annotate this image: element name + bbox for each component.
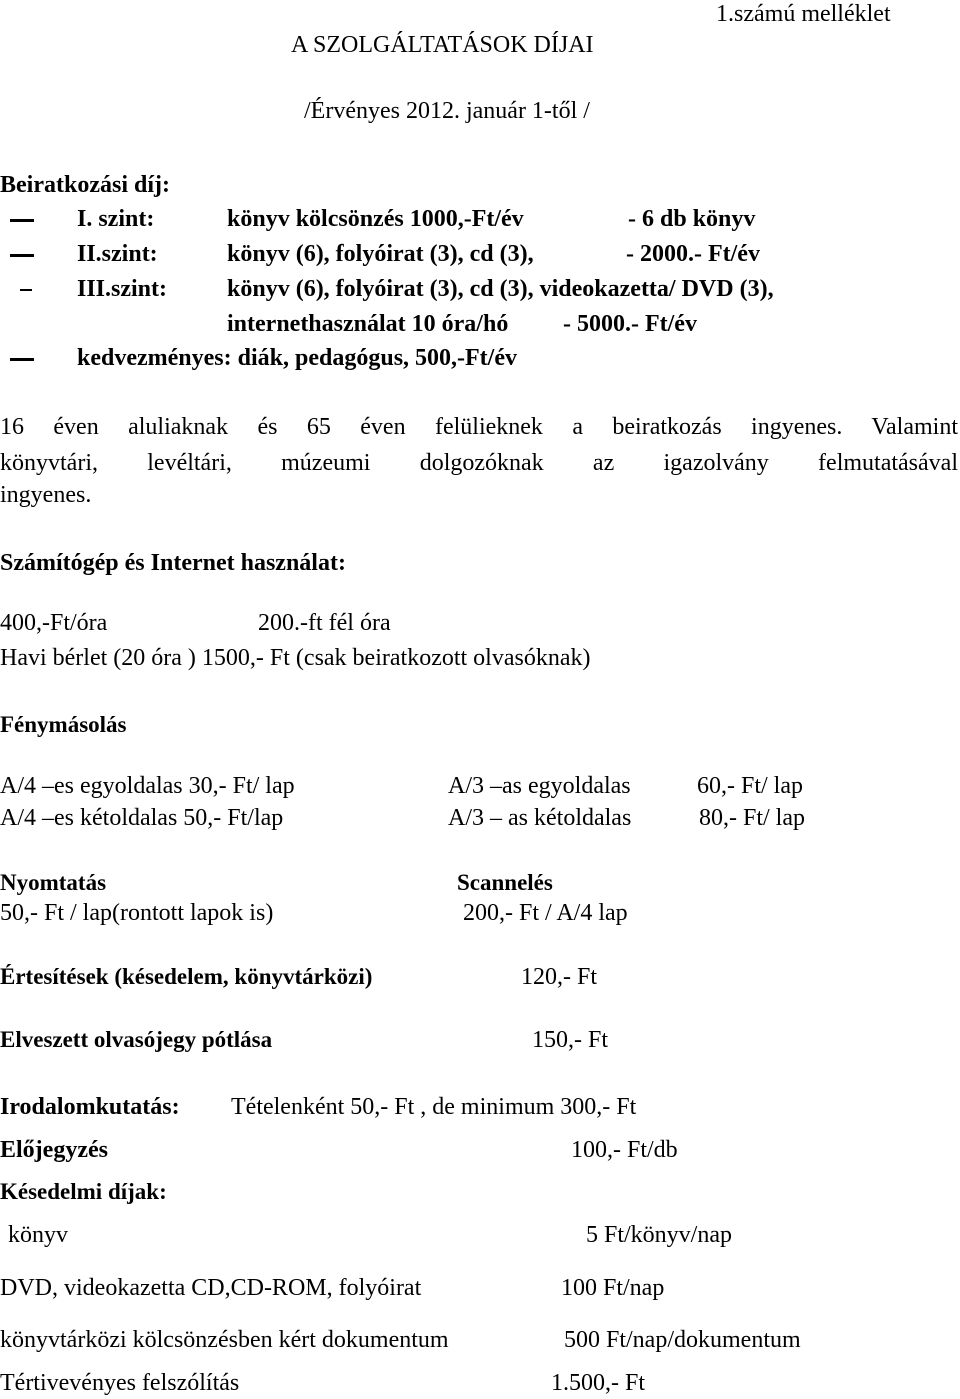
enrollment-extra-1: - 6 db könyv	[628, 206, 756, 232]
notices-price: 120,- Ft	[521, 964, 598, 990]
list-dash-icon	[10, 254, 34, 257]
enrollment-level-2: II.szint:	[77, 241, 158, 267]
late-fees-heading: Késedelmi díjak:	[0, 1179, 167, 1204]
computer-hourly-price: 400,-Ft/óra	[0, 610, 108, 636]
enrollment-note-line: könyvtári, levéltári, múzeumi dolgozóknak az igazolvány felmutatásával	[0, 450, 958, 476]
annex-label: 1.számú melléklet	[716, 1, 891, 27]
copying-a4-price: A/4 –es kétoldalas 50,- Ft/lap	[0, 805, 284, 831]
printing-heading: Nyomtatás	[0, 870, 107, 895]
page-title: A SZOLGÁLTATÁSOK DÍJAI	[291, 32, 594, 58]
late-fee-item: könyv	[8, 1222, 68, 1248]
enrollment-extra-3: - 5000.- Ft/év	[563, 311, 697, 337]
enrollment-discount: kedvezményes: diák, pedagógus, 500,-Ft/év	[77, 345, 517, 371]
notices-label: Értesítések (késedelem, könyvtárközi)	[0, 964, 373, 989]
copying-a4-price: A/4 –es egyoldalas 30,- Ft/ lap	[0, 773, 295, 799]
copying-a3-price: 60,- Ft/ lap	[697, 773, 803, 799]
enrollment-text-2: könyv (6), folyóirat (3), cd (3),	[227, 241, 534, 267]
enrollment-level-3: III.szint:	[77, 276, 168, 302]
late-fee-item: könyvtárközi kölcsönzésben kért dokumentum	[0, 1327, 449, 1353]
enrollment-text-3b: internethasználat 10 óra/hó	[227, 311, 509, 337]
enrollment-text-3: könyv (6), folyóirat (3), cd (3), videokazetta/ DVD (3),	[227, 276, 774, 302]
reservation-price: 100,- Ft/db	[571, 1137, 678, 1163]
research-price: Tételenként 50,- Ft , de minimum 300,- Ft	[231, 1094, 637, 1120]
enrollment-level-1: I. szint:	[77, 206, 155, 232]
copying-heading: Fénymásolás	[0, 712, 127, 737]
list-dash-icon	[10, 219, 34, 222]
printing-price: 50,- Ft / lap(rontott lapok is)	[0, 900, 274, 926]
scanning-heading: Scannelés	[457, 870, 553, 895]
enrollment-text-1: könyv kölcsönzés 1000,-Ft/év	[227, 206, 524, 232]
late-fee-price: 500 Ft/nap/dokumentum	[564, 1327, 801, 1353]
research-label: Irodalomkutatás:	[0, 1094, 180, 1120]
list-dash-icon	[20, 289, 32, 291]
scanning-price: 200,- Ft / A/4 lap	[463, 900, 628, 926]
enrollment-heading: Beiratkozási díj:	[0, 172, 170, 198]
late-fee-item: Tértivevényes felszólítás	[0, 1370, 240, 1396]
computer-monthly-pass: Havi bérlet (20 óra ) 1500,- Ft (csak beiratkozott olvasóknak)	[0, 645, 591, 671]
computer-half-hour-price: 200.-ft fél óra	[258, 610, 391, 636]
late-fee-item: DVD, videokazetta CD,CD-ROM, folyóirat	[0, 1275, 422, 1301]
late-fee-price: 5 Ft/könyv/nap	[586, 1222, 733, 1248]
late-fee-price: 1.500,- Ft	[551, 1370, 646, 1396]
lost-card-price: 150,- Ft	[532, 1027, 609, 1053]
late-fee-price: 100 Ft/nap	[561, 1275, 665, 1301]
copying-a3-price: 80,- Ft/ lap	[699, 805, 805, 831]
copying-a3-label: A/3 – as kétoldalas	[448, 805, 632, 831]
list-dash-icon	[10, 358, 34, 361]
enrollment-extra-2: - 2000.- Ft/év	[626, 241, 760, 267]
copying-a3-label: A/3 –as egyoldalas	[448, 773, 631, 799]
enrollment-note-line: 16 éven aluliaknak és 65 éven felülieknek a beiratkozás ingyenes. Valamint	[0, 414, 958, 440]
enrollment-note-line: ingyenes.	[0, 482, 92, 508]
lost-card-label: Elveszett olvasójegy pótlása	[0, 1027, 273, 1052]
reservation-label: Előjegyzés	[0, 1137, 108, 1163]
validity-note: /Érvényes 2012. január 1-től /	[304, 98, 590, 124]
computer-heading: Számítógép és Internet használat:	[0, 550, 346, 576]
